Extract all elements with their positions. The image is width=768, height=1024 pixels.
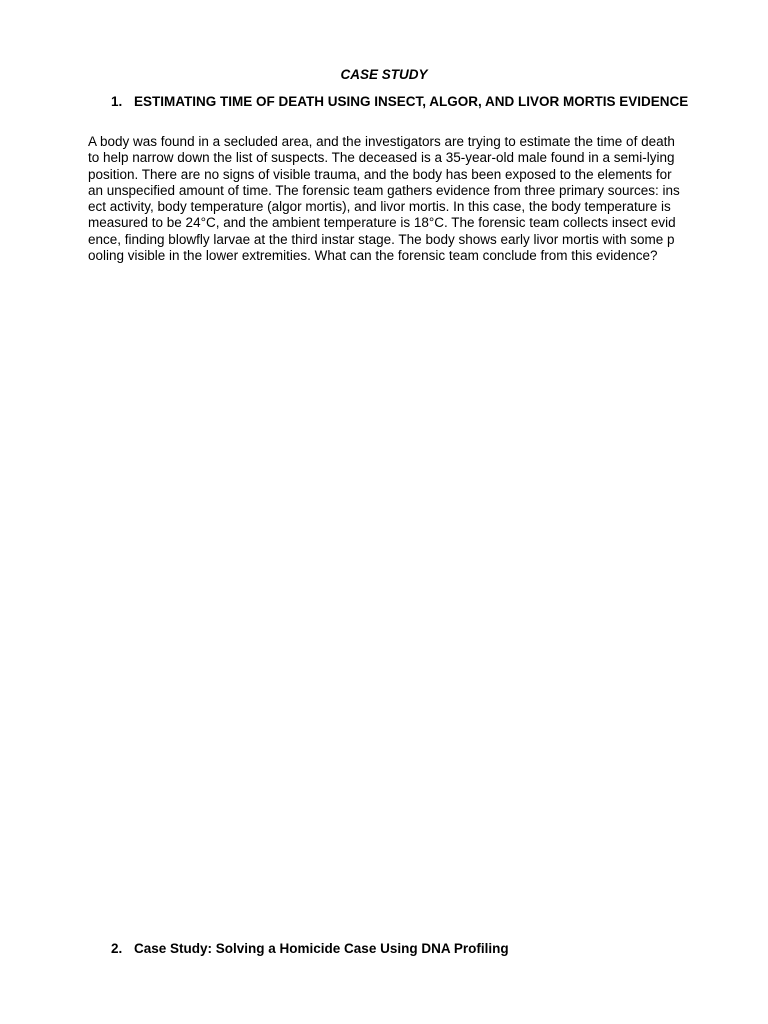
section-1-body: A body was found in a secluded area, and the investigators are trying to estimate the time of death to help narrow down the list of suspects. The deceased is a 35-year-old male found in a semi-lying position. There are no signs of visible trauma, and the body has been exposed to the elements for an unspecified amount of time. The forensic team gathers evidence from three primary sources: insect activity, body temperature (algor mortis), and livor mortis. In this case, the body temperature is measured to be 24°C, and the ambient temperature is 18°C. The forensic team collects insect evidence, finding blowfly larvae at the third instar stage. The body shows early livor mortis with some pooling visible in the lower extremities. What can the forensic team conclude from this evidence? [88,134,680,264]
section-1-heading [111,94,691,110]
section-1-number: 1. [111,94,123,109]
document-title: CASE STUDY [340,67,428,82]
section-2-heading [111,941,691,957]
section-2-number: 2. [111,941,123,956]
section-1-heading-text: ESTIMATING TIME OF DEATH USING INSECT, ALGOR, AND LIVOR MORTIS EVIDENCE [134,94,689,109]
section-2-heading-text: Case Study: Solving a Homicide Case Using DNA Profiling [134,941,509,956]
